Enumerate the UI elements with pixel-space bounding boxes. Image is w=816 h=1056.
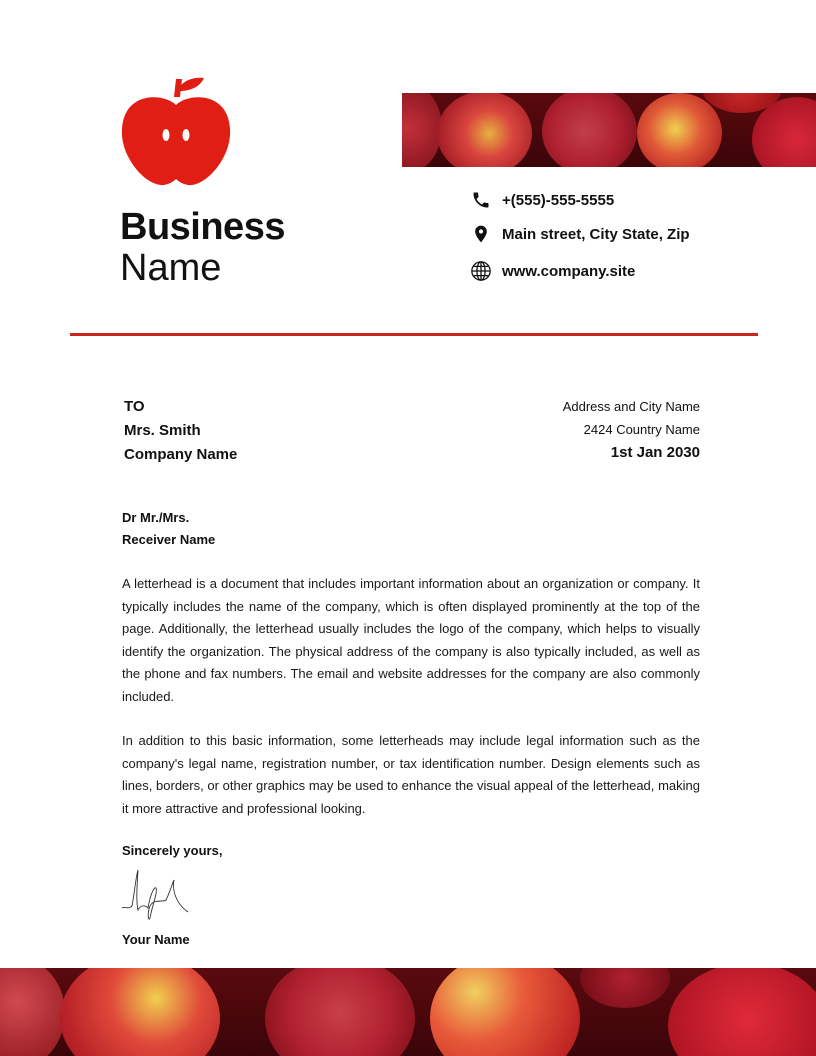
contact-phone <box>470 189 614 211</box>
contact-website <box>470 260 635 282</box>
apple-logo-icon <box>120 75 232 187</box>
signature-icon <box>120 866 195 926</box>
salutation-line2: Receiver Name <box>122 532 216 547</box>
recipient-block <box>124 395 237 467</box>
website-link[interactable]: www.company.site <box>502 262 636 280</box>
business-name-light: Name <box>120 247 222 289</box>
sender-country: 2424 Country Name <box>583 422 700 437</box>
header-divider <box>70 333 758 336</box>
body-paragraph-1: A letterhead is a document that includes important information about an organization or company. It typically includes the name of the company, which is often displayed prominently at the top of the page. Additionally, the letterhead usually includes the logo of the company, which helps to visually identify the organization. The physical address of the company is also typically included, as well as the phone and fax numbers. The email and website addresses for the company are also commonly included. <box>122 576 700 704</box>
apples-header-image <box>402 93 816 167</box>
closing-phrase: Sincerely yours, <box>122 843 223 858</box>
phone-number: +(555)-555-5555 <box>502 191 615 209</box>
to-label: TO <box>124 398 145 415</box>
signer-name: Your Name <box>122 932 190 947</box>
body-paragraph-2: In addition to this basic information, some letterheads may include legal information such as the company's legal name, registration number, or tax identification number. Design elements such as lines, borders, or other graphics may be used to enhance the visual appeal of the letterhead, making it more attractive and professional looking. <box>122 733 700 816</box>
contact-address <box>470 223 690 245</box>
business-name-bold: Business <box>120 206 285 248</box>
sender-address: Address and City Name <box>562 399 700 414</box>
recipient-company: Company Name <box>124 446 238 463</box>
recipient-name: Mrs. Smith <box>124 422 201 439</box>
salutation <box>122 507 215 551</box>
phone-icon <box>470 189 492 211</box>
salutation-line1: Dr Mr./Mrs. <box>122 510 190 525</box>
address-text: Main street, City State, Zip <box>502 225 690 243</box>
apples-footer-image <box>0 968 816 1056</box>
letter-date: 1st Jan 2030 <box>610 444 700 461</box>
sender-block <box>563 395 700 464</box>
location-pin-icon <box>470 223 492 245</box>
globe-icon <box>470 260 492 282</box>
